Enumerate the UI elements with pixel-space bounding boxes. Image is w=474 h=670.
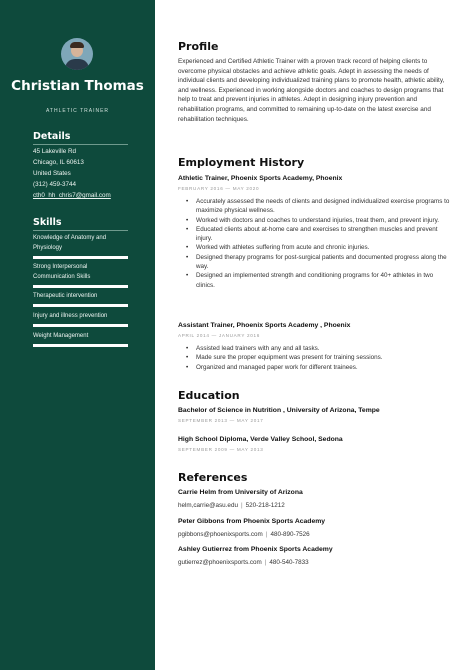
- skill-item: [33, 331, 128, 347]
- phone: (312) 459-3744: [33, 181, 77, 188]
- skill-item: [33, 311, 128, 327]
- list-item: • Accurately assessed the needs of clients and designed individualized exercise programs to maximize physical wellness.: [186, 197, 450, 216]
- avatar: [61, 38, 93, 70]
- list-item: • Made sure the proper equipment was present for training sessions.: [186, 353, 450, 362]
- skill-level-bar: [33, 344, 128, 347]
- separator: |: [264, 559, 267, 566]
- profile-text: Experienced and Certified Athletic Trainer with a proven track record of helping clients to overcome physical obstacles and achieve athletic goals. Adept in assessing the needs of individual clients and developing individualized training plans to promote health, athletic ability, and wellness. Experienced in working alongside doctors and coaches to design programs that help to treat and prevent injuries in athletes. Adept in designing injury prevention and rehabilitation programs, and committed to remaining up-to-date on the latest exercise and rehabilitation techniques.: [178, 58, 445, 123]
- skill-level-bar: [33, 304, 128, 307]
- reference-contact: [178, 559, 309, 566]
- reference-name: Carrie Helm from University of Arizona: [178, 489, 303, 496]
- job-bullets: [186, 197, 450, 290]
- list-item: • Designed an implemented strength and conditioning programs for 40+ athletes in two clinics.: [186, 271, 450, 290]
- reference-phone: 480-540-7833: [269, 559, 309, 566]
- skill-level-bar: [33, 324, 128, 327]
- job-title: Athletic Trainer, Phoenix Sports Academy, Phoenix: [178, 175, 343, 182]
- reference-name: Peter Gibbons from Phoenix Sports Academy: [178, 518, 326, 525]
- list-item: • Worked with athletes suffering from acute and chronic injuries.: [186, 243, 450, 252]
- skill-label: Weight Management: [33, 333, 89, 339]
- reference-name: Ashley Gutierrez from Phoenix Sports Academy: [178, 546, 333, 553]
- skill-item: [33, 233, 128, 259]
- reference-email[interactable]: helm,carrie@asu.edu: [178, 502, 238, 509]
- sidebar: [0, 0, 155, 670]
- education-heading: Education: [178, 389, 240, 402]
- employment-heading: Employment History: [178, 156, 305, 169]
- skill-item: [33, 291, 128, 307]
- list-item: • Worked with doctors and coaches to understand injuries, treat them, and prevent injury.: [186, 216, 450, 225]
- skill-label: Strong Interpersonal Communication Skills: [33, 264, 91, 280]
- skills-heading: Skills: [33, 217, 62, 228]
- skill-item: [33, 262, 128, 288]
- education-title: High School Diploma, Verde Valley School, Sedona: [178, 436, 343, 443]
- education-title: Bachelor of Science in Nutrition , University of Arizona, Tempe: [178, 407, 380, 414]
- reference-contact: [178, 502, 285, 509]
- separator: |: [265, 531, 268, 538]
- candidate-name: Christian Thomas: [11, 78, 144, 94]
- reference-phone: 480-890-7526: [270, 531, 310, 538]
- details-heading: Details: [33, 131, 71, 142]
- separator: |: [240, 502, 243, 509]
- address-line1: 45 Lakeville Rd: [33, 148, 77, 155]
- country: United States: [33, 170, 71, 177]
- job-dates: APRIL 2014 — JANUARY 2016: [178, 333, 261, 338]
- job-title: Assistant Trainer, Phoenix Sports Academy , Phoenix: [178, 322, 351, 329]
- reference-email[interactable]: pgibbons@phoenixsports.com: [178, 531, 263, 538]
- reference-phone: 520-218-1212: [245, 502, 285, 509]
- skill-label: Knowledge of Anatomy and Physiology: [33, 235, 107, 251]
- list-item: • Assisted lead trainers with any and all tasks.: [186, 344, 450, 353]
- reference-email[interactable]: gutierrez@phoenixsports.com: [178, 559, 262, 566]
- education-dates: SEPTEMBER 2009 — MAY 2013: [178, 447, 264, 452]
- list-item: • Educated clients about at-home care and exercises to strengthen muscles and prevent injury.: [186, 225, 450, 244]
- email-link[interactable]: cth0_hh_chris7@gmail.com: [33, 192, 111, 199]
- skills-divider: [33, 230, 128, 231]
- job-bullets: [186, 344, 450, 372]
- candidate-job-title: ATHLETIC TRAINER: [45, 108, 110, 114]
- list-item: • Organized and managed paper work for different trainees.: [186, 363, 450, 372]
- references-heading: References: [178, 471, 248, 484]
- address-line2: Chicago, IL 60613: [33, 159, 84, 166]
- skill-level-bar: [33, 256, 128, 259]
- reference-contact: [178, 531, 310, 538]
- details-divider: [33, 144, 128, 145]
- list-item: • Designed therapy programs for post-surgical patients and documented progress along the way.: [186, 253, 450, 272]
- profile-heading: Profile: [178, 40, 219, 53]
- education-dates: SEPTEMBER 2013 — MAY 2017: [178, 418, 264, 423]
- job-dates: FEBRUARY 2016 — MAY 2020: [178, 186, 260, 191]
- skill-label: Injury and illness prevention: [33, 313, 108, 319]
- skill-level-bar: [33, 285, 128, 288]
- skill-label: Therapeutic intervention: [33, 293, 98, 299]
